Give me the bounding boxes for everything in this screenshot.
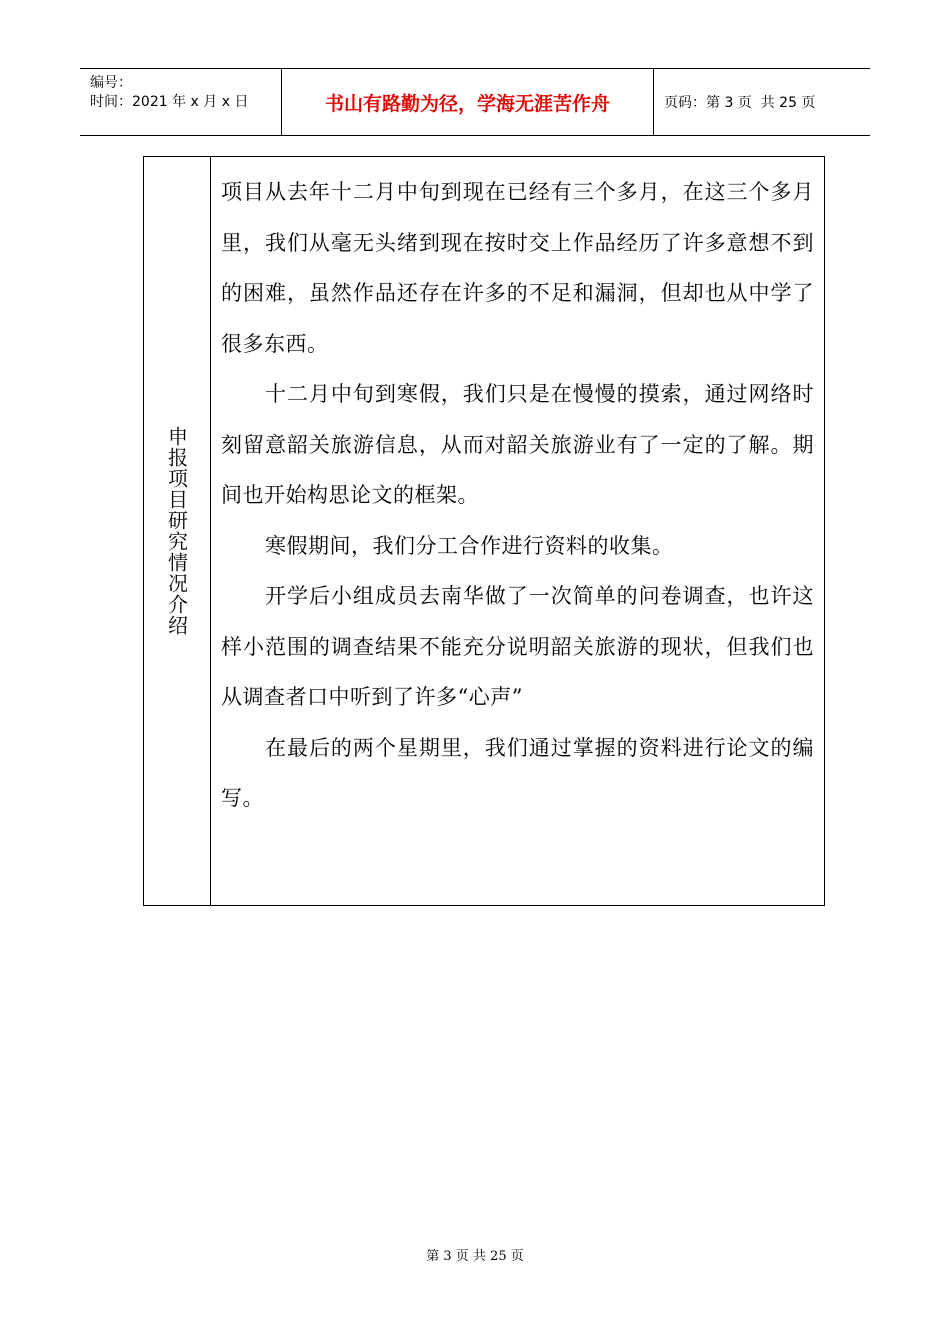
- header-motto: 书山有路勤为径，学海无涯苦作舟: [282, 69, 654, 135]
- page-header: [80, 68, 870, 136]
- paragraph-2: 十二月中旬到寒假，我们只是在慢慢的摸索，通过网络时刻留意韶关旅游信息，从而对韶关旅游业有了一定的了解。期间也开始构思论文的框架。: [221, 382, 814, 507]
- page-footer: 第 3 页 共 25 页: [426, 1249, 524, 1264]
- paragraph-3: 寒假期间，我们分工合作进行资料的收集。: [265, 533, 674, 558]
- section-label-cell: [144, 157, 211, 905]
- paragraph-5: 在最后的两个星期里，我们通过掌握的资料进行论文的编写。: [221, 735, 814, 810]
- paragraph-1: 项目从去年十二月中旬到现在已经有三个多月，在这三个多月里，我们从毫无头绪到现在按时交上作品经历了许多意想不到的困难，虽然作品还存在许多的不足和漏洞，但却也从中学了很多东西。: [221, 180, 814, 356]
- header-meta: [80, 69, 282, 135]
- section-label: 申报项目研究情况介绍: [164, 426, 189, 636]
- project-table: [143, 156, 825, 906]
- paragraph-4: 开学后小组成员去南华做了一次简单的问卷调查，也许这样小范围的调查结果不能充分说明韶关旅游的现状，但我们也从调查者口中听到了许多“心声”: [221, 584, 814, 709]
- number-label: 编号：: [90, 75, 132, 91]
- header-page-info: [654, 69, 870, 135]
- page-info-text: 页码：第 3 页 共 25 页: [664, 95, 816, 111]
- section-content-cell: [211, 157, 824, 905]
- date-label: 时间：2021 年 x 月 x 日: [90, 94, 249, 110]
